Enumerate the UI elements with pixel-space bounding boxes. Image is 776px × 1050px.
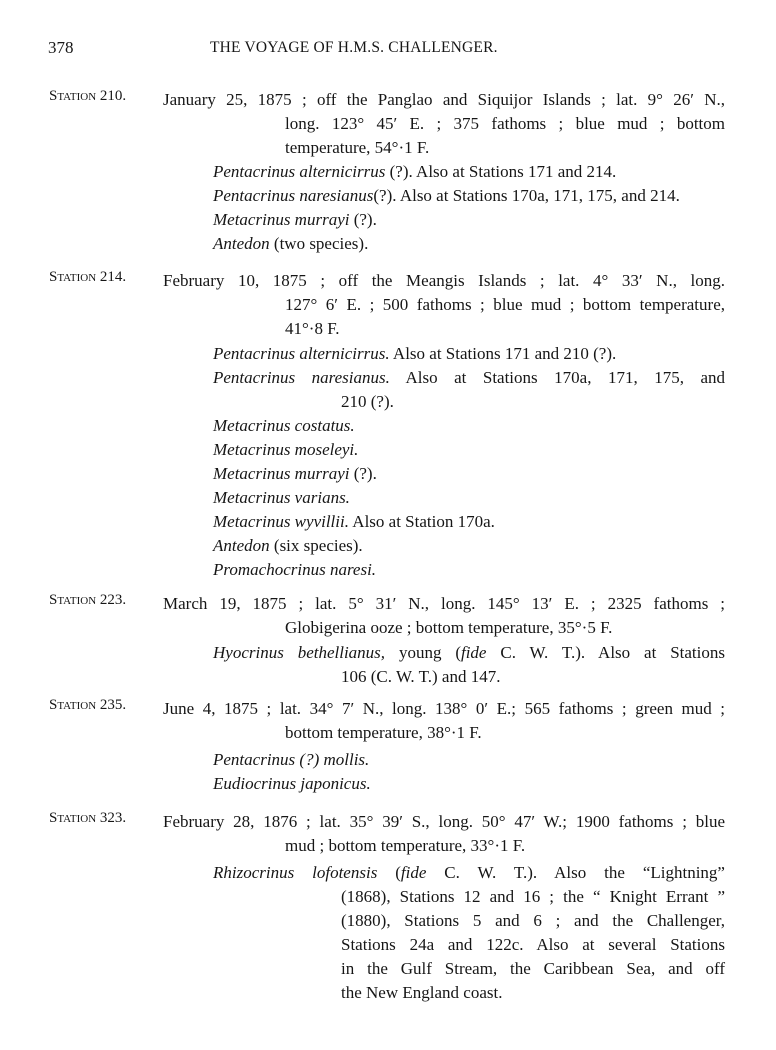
species-item — [213, 232, 725, 256]
species-name: Eudiocrinus japonicus. — [213, 774, 371, 793]
species-continuation: 210 (?). — [341, 392, 394, 411]
species-fide: fide — [400, 863, 427, 882]
species-item — [213, 462, 725, 486]
station-description — [163, 810, 725, 858]
species-item — [213, 160, 725, 184]
species-note: (six species). — [269, 536, 363, 555]
station-line: mud ; bottom temperature, 33°·1 F. — [285, 836, 526, 855]
species-note: (?). Also at Stations 170a, 171, 175, and 214. — [373, 186, 680, 205]
species-continuation: 106 (C. W. T.) and 147. — [341, 667, 501, 686]
station-description — [163, 697, 725, 745]
station-description — [163, 592, 725, 640]
species-note: C. W. T.). Also at Stations — [486, 643, 725, 662]
station-label: Station 223. — [49, 592, 127, 608]
species-name: Pentacrinus alternicirrus. — [213, 344, 390, 363]
station-label: Station 210. — [49, 88, 127, 104]
species-item — [213, 438, 725, 462]
species-note: (?). — [349, 464, 377, 483]
species-item — [213, 510, 725, 534]
species-note: Also at Station 170a. — [348, 512, 495, 531]
species-note: ( — [377, 863, 401, 882]
station-line: bottom temperature, 38°·1 F. — [285, 723, 482, 742]
species-continuation: the New England coast. — [341, 983, 503, 1002]
species-item — [213, 208, 725, 232]
species-item — [213, 414, 725, 438]
species-note: Also at Stations 170a, 171, 175, and — [389, 368, 726, 387]
species-continuation: (1880), Stations 5 and 6 ; and the Challenger, — [341, 911, 725, 930]
station-line: long. 123° 45′ E. ; 375 fathoms ; blue mud ; bottom — [285, 114, 725, 133]
species-item — [213, 366, 725, 390]
species-name: Antedon — [213, 234, 270, 253]
station-line: 127° 6′ E. ; 500 fathoms ; blue mud ; bottom temperature, — [285, 295, 725, 314]
station-line: February 28, 1876 ; lat. 35° 39′ S., long. 50° 47′ W.; 1900 fathoms ; blue — [163, 812, 725, 831]
species-continuation: Stations 24a and 122c. Also at several Stations — [341, 935, 725, 954]
station-line: Globigerina ooze ; bottom temperature, 35°·5 F. — [285, 618, 613, 637]
running-title: THE VOYAGE OF H.M.S. CHALLENGER. — [210, 39, 498, 56]
species-note: Also at Stations 171 and 210 (?). — [389, 344, 617, 363]
species-name: Metacrinus costatus. — [213, 416, 355, 435]
species-note: (?). Also at Stations 171 and 214. — [385, 162, 617, 181]
species-item — [213, 342, 725, 366]
species-note: young ( — [385, 643, 461, 662]
species-name: Promachocrinus naresi. — [213, 560, 377, 579]
species-name: Metacrinus varians. — [213, 488, 350, 507]
station-line: February 10, 1875 ; off the Meangis Islands ; lat. 4° 33′ N., long. — [163, 271, 725, 290]
species-name: Pentacrinus alternicirrus — [213, 162, 386, 181]
station-line: June 4, 1875 ; lat. 34° 7′ N., long. 138° 0′ E.; 565 fathoms ; green mud ; — [163, 699, 725, 718]
species-note: (two species). — [269, 234, 369, 253]
station-line: temperature, 54°·1 F. — [285, 138, 430, 157]
species-name: Metacrinus murrayi — [213, 464, 350, 483]
species-name: Rhizocrinus lofotensis — [213, 863, 378, 882]
station-line: January 25, 1875 ; off the Panglao and Siquijor Islands ; lat. 9° 26′ N., — [163, 90, 725, 109]
species-item — [213, 861, 725, 885]
species-item — [213, 641, 725, 665]
species-item — [213, 184, 725, 208]
species-item — [213, 558, 725, 582]
station-description — [163, 88, 725, 160]
station-label: Station 235. — [49, 697, 127, 713]
station-label: Station 323. — [49, 810, 127, 826]
species-name: Pentacrinus (?) mollis. — [213, 750, 370, 769]
species-item — [213, 534, 725, 558]
page-header — [0, 38, 776, 62]
species-name: Pentacrinus naresianus — [213, 186, 374, 205]
species-name: Metacrinus moseleyi. — [213, 440, 359, 459]
species-name: Metacrinus murrayi — [213, 210, 350, 229]
station-label: Station 214. — [49, 269, 127, 285]
species-item — [213, 486, 725, 510]
species-continuation: in the Gulf Stream, the Caribbean Sea, and off — [341, 959, 725, 978]
species-note: (?). — [349, 210, 377, 229]
station-description — [163, 269, 725, 341]
species-name: Antedon — [213, 536, 270, 555]
species-name: Metacrinus wyvillii. — [213, 512, 349, 531]
species-note: C. W. T.). Also the “Lightning” — [426, 863, 725, 882]
species-item — [213, 748, 725, 772]
species-continuation: (1868), Stations 12 and 16 ; the “ Knight Errant ” — [341, 887, 725, 906]
species-item — [213, 772, 725, 796]
species-fide: fide — [460, 643, 487, 662]
species-name: Hyocrinus bethellianus, — [213, 643, 386, 662]
species-name: Pentacrinus naresianus. — [213, 368, 390, 387]
station-line: March 19, 1875 ; lat. 5° 31′ N., long. 145° 13′ E. ; 2325 fathoms ; — [163, 594, 725, 613]
page-number: 378 — [48, 38, 74, 57]
station-line: 41°·8 F. — [285, 319, 340, 338]
